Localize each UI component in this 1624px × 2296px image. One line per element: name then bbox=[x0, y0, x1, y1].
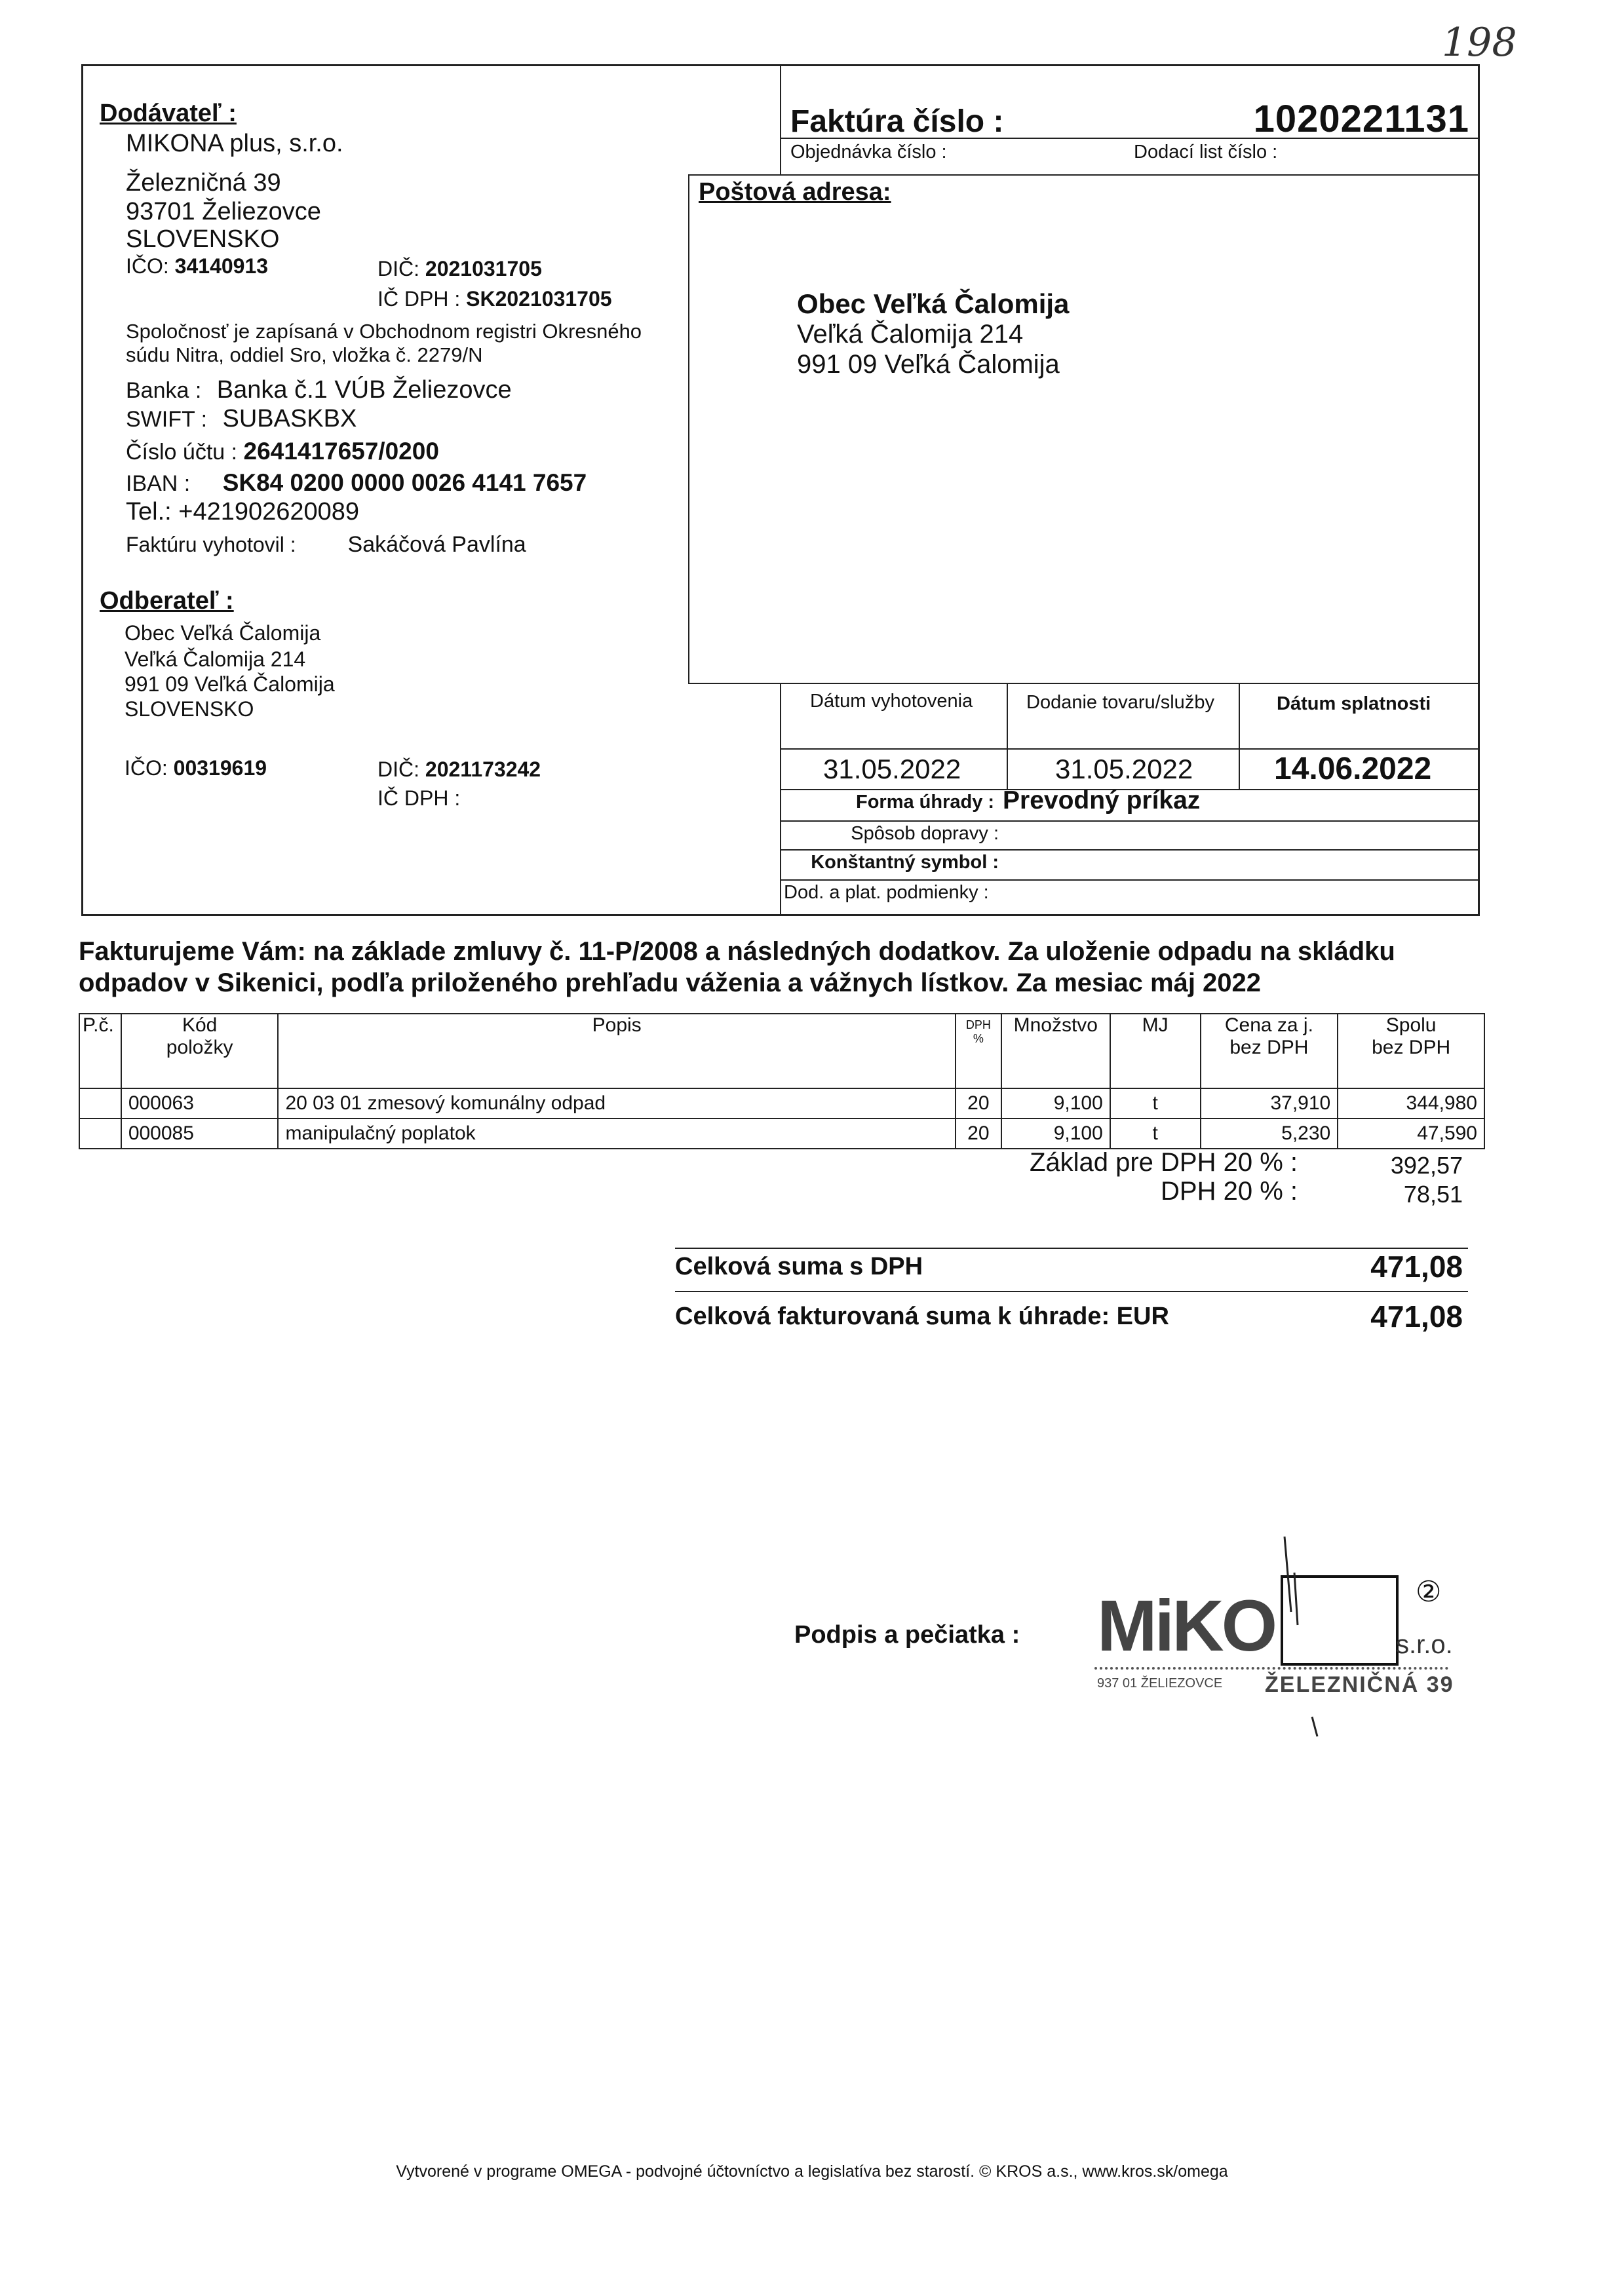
cell-vat: 20 bbox=[956, 1088, 1001, 1119]
swift-value: SUBASKBX bbox=[222, 405, 357, 432]
supplier-bank bbox=[126, 376, 512, 404]
cell-total: 344,980 bbox=[1338, 1088, 1484, 1119]
customer-heading: Odberateľ : bbox=[100, 587, 234, 615]
items-table bbox=[79, 1013, 1485, 1149]
customer-dic bbox=[377, 757, 541, 782]
company-stamp bbox=[1075, 1533, 1468, 1743]
divider bbox=[688, 174, 689, 683]
divider bbox=[780, 849, 1480, 851]
cell-unit: t bbox=[1110, 1088, 1201, 1119]
terms-label: Dod. a plat. podmienky : bbox=[784, 882, 989, 903]
divider bbox=[1007, 683, 1008, 789]
account-value: 2641417657/0200 bbox=[243, 438, 439, 465]
ico-label: IČO: bbox=[125, 756, 168, 780]
supplier-iban bbox=[126, 469, 587, 497]
invoice-number: 1020221131 bbox=[1253, 98, 1469, 140]
ico-label: IČO: bbox=[126, 254, 169, 278]
postal-street: Veľká Čalomija 214 bbox=[797, 320, 1024, 349]
account-label: Číslo účtu : bbox=[126, 440, 238, 465]
delivery-date: 31.05.2022 bbox=[1055, 754, 1193, 784]
postal-heading: Poštová adresa: bbox=[699, 178, 891, 206]
supplier-heading: Dodávateľ : bbox=[100, 100, 237, 127]
dic-label: DIČ: bbox=[377, 257, 419, 280]
invoice-title: Faktúra číslo : bbox=[790, 104, 1004, 139]
divider bbox=[780, 820, 1480, 822]
icdph-label: IČ DPH : bbox=[377, 287, 461, 311]
customer-country: SLOVENSKO bbox=[125, 697, 254, 721]
divider bbox=[780, 683, 781, 916]
bank-label: Banka : bbox=[126, 378, 202, 403]
stamp-address-right: ŽELEZNIČNÁ 39 bbox=[1265, 1672, 1454, 1697]
signature-label: Podpis a pečiatka : bbox=[794, 1621, 1020, 1649]
divider bbox=[780, 879, 1480, 881]
dic-label: DIČ: bbox=[377, 757, 419, 781]
bank-value: Banka č.1 VÚB Želiezovce bbox=[216, 376, 512, 404]
supplier-ico bbox=[126, 254, 268, 278]
order-number-label: Objednávka číslo : bbox=[790, 142, 947, 163]
iban-value: SK84 0200 0000 0026 4141 7657 bbox=[222, 469, 587, 496]
col-vat-line2: % bbox=[973, 1032, 984, 1045]
iban-label: IBAN : bbox=[126, 471, 191, 496]
dic-value: 2021173242 bbox=[425, 757, 541, 781]
stamp-suffix: s.r.o. bbox=[1396, 1630, 1453, 1659]
col-price-line2: bez DPH bbox=[1229, 1037, 1309, 1058]
supplier-name: MIKONA plus, s.r.o. bbox=[126, 130, 343, 157]
payment-form-label: Forma úhrady : bbox=[856, 792, 995, 813]
dic-value: 2021031705 bbox=[425, 257, 542, 280]
total-with-vat-label: Celková suma s DPH bbox=[675, 1253, 923, 1280]
stamp-rule bbox=[1094, 1667, 1448, 1670]
due-date: 14.06.2022 bbox=[1274, 752, 1432, 786]
cell-unit: t bbox=[1110, 1119, 1201, 1149]
vat-base-label: Základ pre DPH 20 % : bbox=[1029, 1148, 1298, 1177]
col-desc: Popis bbox=[278, 1014, 955, 1088]
issued-by-value: Sakáčová Pavlína bbox=[347, 532, 526, 557]
customer-name: Obec Veľká Čalomija bbox=[125, 621, 321, 645]
col-pc: P.č. bbox=[79, 1014, 121, 1088]
vat-base-value: 392,57 bbox=[1390, 1152, 1463, 1179]
col-unit: MJ bbox=[1110, 1014, 1201, 1088]
supplier-account bbox=[126, 438, 439, 465]
col-total-line2: bez DPH bbox=[1372, 1037, 1451, 1058]
cell-code: 000085 bbox=[121, 1119, 279, 1149]
vat-value: 78,51 bbox=[1403, 1181, 1463, 1208]
supplier-registry-line1: Spoločnosť je zapísaná v Obchodnom registri Okresného bbox=[126, 320, 642, 343]
delivery-date-label: Dodanie tovaru/služby bbox=[1026, 692, 1214, 713]
ico-value: 00319619 bbox=[173, 756, 267, 780]
vat-label: DPH 20 % : bbox=[1161, 1177, 1298, 1206]
table-row bbox=[79, 1119, 1484, 1149]
supplier-swift bbox=[126, 405, 357, 433]
due-date-label: Dátum splatnosti bbox=[1277, 693, 1431, 714]
stamp-number: ② bbox=[1416, 1576, 1442, 1608]
amount-due-label: Celková fakturovaná suma k úhrade: EUR bbox=[675, 1303, 1169, 1330]
cell-desc: manipulačný poplatok bbox=[278, 1119, 955, 1149]
swift-label: SWIFT : bbox=[126, 407, 208, 432]
divider bbox=[1239, 683, 1240, 789]
col-vat bbox=[956, 1014, 1001, 1088]
supplier-country: SLOVENSKO bbox=[126, 225, 280, 253]
divider bbox=[780, 748, 1480, 750]
supplier-city: 93701 Želiezovce bbox=[126, 198, 321, 225]
cell-pc bbox=[79, 1119, 121, 1149]
table-header-row bbox=[79, 1014, 1484, 1088]
col-price bbox=[1201, 1014, 1338, 1088]
cell-price: 37,910 bbox=[1201, 1088, 1338, 1119]
customer-city: 991 09 Veľká Čalomija bbox=[125, 672, 335, 696]
col-vat-line1: DPH bbox=[965, 1018, 991, 1031]
issue-date-label: Dátum vyhotovenia bbox=[810, 691, 973, 712]
cell-qty: 9,100 bbox=[1001, 1119, 1110, 1149]
amount-due-value: 471,08 bbox=[1370, 1299, 1463, 1333]
delivery-note-label: Dodací list číslo : bbox=[1134, 142, 1278, 163]
handwritten-page-number: 198 bbox=[1442, 20, 1517, 66]
supplier-registry-line2: súdu Nitra, oddiel Sro, vložka č. 2279/N bbox=[126, 343, 483, 366]
issue-date: 31.05.2022 bbox=[823, 754, 961, 784]
supplier-street: Železničná 39 bbox=[126, 169, 281, 197]
supplier-issued-by bbox=[126, 532, 526, 558]
payment-form: Prevodný príkaz bbox=[1003, 786, 1201, 814]
total-with-vat-value: 471,08 bbox=[1370, 1250, 1463, 1284]
supplier-tel: Tel.: +421902620089 bbox=[126, 498, 360, 526]
col-price-line1: Cena za j. bbox=[1224, 1014, 1313, 1036]
col-qty: Množstvo bbox=[1001, 1014, 1110, 1088]
constant-symbol-label: Konštantný symbol : bbox=[811, 852, 999, 873]
cell-price: 5,230 bbox=[1201, 1119, 1338, 1149]
col-total bbox=[1338, 1014, 1484, 1088]
divider bbox=[688, 683, 1480, 684]
footer-note: Vytvorené v programe OMEGA - podvojné účtovníctvo a legislatíva bez starostí. © KROS a.s., www.kros.sk/omega bbox=[396, 2162, 1228, 2181]
cell-qty: 9,100 bbox=[1001, 1088, 1110, 1119]
table-row bbox=[79, 1088, 1484, 1119]
signature-stroke bbox=[1271, 1533, 1337, 1743]
supplier-dic bbox=[377, 257, 542, 281]
postal-name: Obec Veľká Čalomija bbox=[797, 288, 1070, 319]
col-total-line1: Spolu bbox=[1385, 1014, 1437, 1036]
customer-ico bbox=[125, 756, 267, 780]
cell-pc bbox=[79, 1088, 121, 1119]
cell-code: 000063 bbox=[121, 1088, 279, 1119]
transport-label: Spôsob dopravy : bbox=[851, 823, 999, 844]
cell-desc: 20 03 01 zmesový komunálny odpad bbox=[278, 1088, 955, 1119]
postal-city: 991 09 Veľká Čalomija bbox=[797, 350, 1060, 379]
cell-vat: 20 bbox=[956, 1119, 1001, 1149]
col-code-line1: Kód bbox=[182, 1014, 218, 1036]
customer-icdph-label: IČ DPH : bbox=[377, 786, 461, 810]
summary-divider bbox=[675, 1291, 1468, 1292]
col-code-line2: položky bbox=[166, 1037, 233, 1058]
divider bbox=[780, 64, 781, 174]
ico-value: 34140913 bbox=[174, 254, 269, 278]
cell-total: 47,590 bbox=[1338, 1119, 1484, 1149]
issued-by-label: Faktúru vyhotovil : bbox=[126, 533, 296, 556]
divider bbox=[688, 174, 1480, 176]
supplier-icdph bbox=[377, 287, 612, 311]
col-code bbox=[121, 1014, 279, 1088]
stamp-logo: MiKO bbox=[1097, 1586, 1275, 1666]
stamp-address-left: 937 01 ŽELIEZOVCE bbox=[1097, 1676, 1223, 1691]
intro-line1: Fakturujeme Vám: na základe zmluvy č. 11-P/2008 a následných dodatkov. Za uloženie odpadu na skládku bbox=[79, 937, 1395, 966]
customer-street: Veľká Čalomija 214 bbox=[125, 647, 306, 671]
intro-line2: odpadov v Sikenici, podľa priloženého prehľadu váženia a vážnych lístkov. Za mesiac máj 2022 bbox=[79, 968, 1262, 997]
icdph-value: SK2021031705 bbox=[466, 287, 612, 311]
